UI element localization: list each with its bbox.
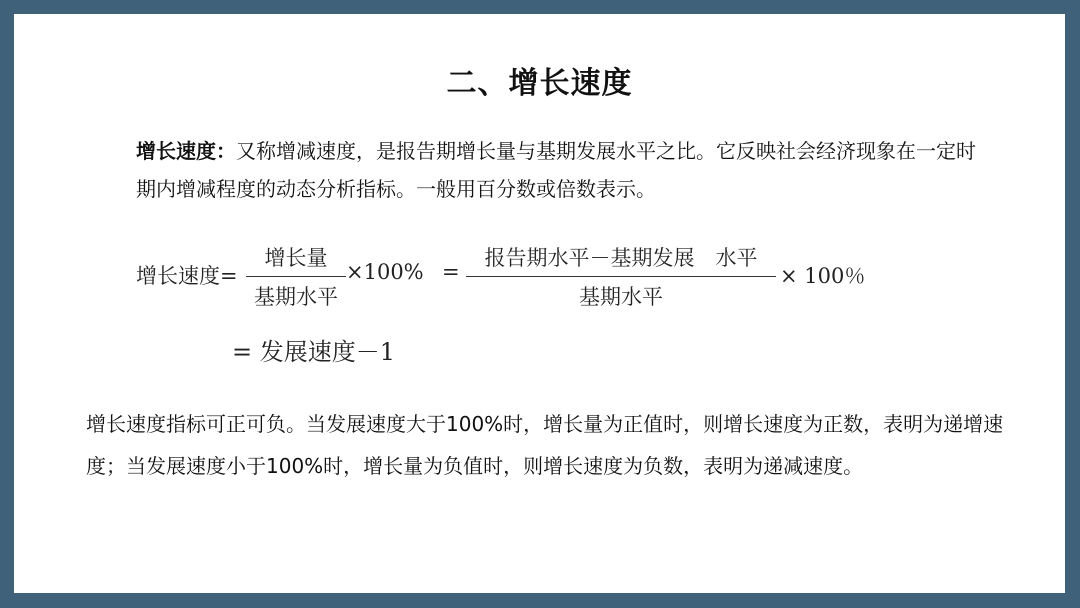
summary-paragraph: 增长速度指标可正可负。当发展速度大于100%时，增长量为正值时，则增长速度为正数，表明为递增速度；当发展速度小于100%时，增长量为负值时，则增长速度为负数，表明为递减速度。	[86, 412, 1004, 478]
formula-result: = 发展速度－1	[232, 338, 396, 366]
fraction-1-denominator: 基期水平	[254, 285, 338, 309]
fraction-1-numerator: 增长量	[264, 246, 328, 270]
fraction-2	[466, 242, 776, 311]
definition-text: 又称增减速度，是报告期增长量与基期发展水平之比。它反映社会经济现象在一定时期内增减程度的动态分析指标。一般用百分数或倍数表示。	[136, 139, 976, 201]
fraction-1	[246, 242, 346, 311]
formula-equals-2: =	[442, 260, 460, 284]
fraction-1-bar	[246, 276, 346, 277]
fraction-2-bar	[466, 276, 776, 277]
growth-rate-formula	[136, 236, 1036, 309]
formula-lhs: 增长速度=	[136, 264, 238, 288]
slide-title: 二、增长速度	[446, 66, 633, 101]
slide	[14, 14, 1065, 593]
definition-term: 增长速度：	[136, 139, 236, 163]
fraction-2-numerator: 报告期水平－基期发展 水平	[484, 246, 758, 270]
formula-times-1: ×100%	[346, 260, 424, 284]
formula-times-2: × 100％	[780, 264, 866, 288]
fraction-2-denominator: 基期水平	[579, 285, 663, 309]
definition-paragraph	[136, 132, 976, 208]
